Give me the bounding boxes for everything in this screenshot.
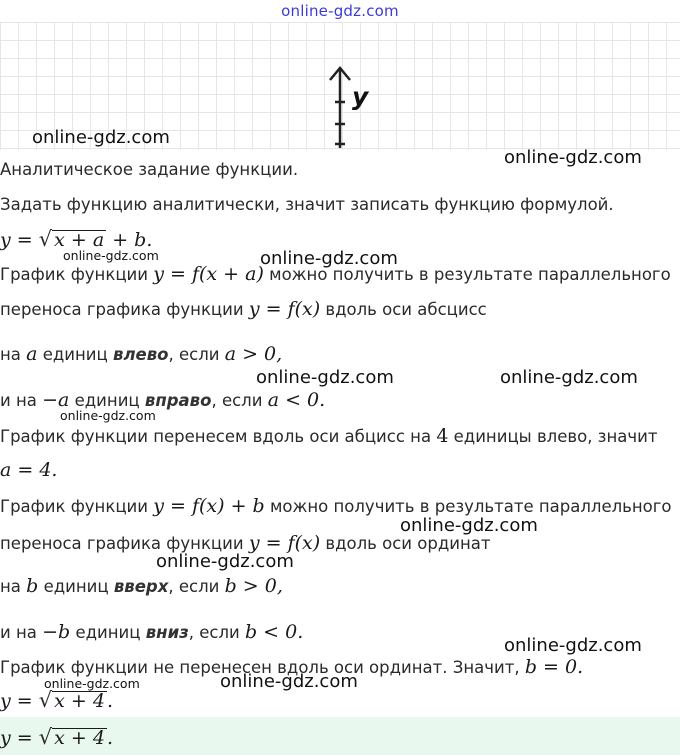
watermark: online-gdz.com bbox=[63, 248, 159, 263]
sqrt-sign: √ bbox=[38, 227, 53, 251]
watermark: online-gdz.com bbox=[400, 515, 538, 536]
text-line: и на −b единиц вниз, если b < 0. bbox=[0, 621, 304, 643]
watermark: online-gdz.com bbox=[256, 367, 394, 388]
watermark: online-gdz.com bbox=[504, 147, 642, 168]
watermark: online-gdz.com bbox=[32, 127, 170, 148]
watermark: online-gdz.com bbox=[504, 635, 642, 656]
watermark: online-gdz.com bbox=[60, 408, 156, 423]
formula-substituted: y = √ x + 4 . bbox=[0, 688, 113, 712]
text-line: переноса графика функции y = f(x) вдоль оси абсцисс bbox=[0, 298, 487, 320]
text-line: Задать функцию аналитически, значит записать функцию формулой. bbox=[0, 195, 614, 214]
formula-general: y = √ x + a + b. bbox=[0, 227, 153, 251]
watermark: online-gdz.com bbox=[220, 671, 358, 692]
watermark: online-gdz.com bbox=[44, 676, 140, 691]
watermark: online-gdz.com bbox=[156, 551, 294, 572]
y-axis-label: y bbox=[352, 82, 369, 111]
answer-formula: y = √ x + 4 . bbox=[0, 725, 113, 749]
text-line: и на −a единиц вправо, если a < 0. bbox=[0, 389, 326, 411]
formula-a-value: a = 4. bbox=[0, 459, 58, 481]
sqrt-sign: √ bbox=[38, 688, 53, 712]
text-line: График функции не перенесен вдоль оси ординат. Значит, b = 0. bbox=[0, 656, 584, 678]
sqrt-sign: √ bbox=[38, 725, 53, 749]
text-line: График функции y = f(x + a) можно получить в результате параллельного bbox=[0, 263, 671, 285]
text-heading: Аналитическое задание функции. bbox=[0, 160, 299, 179]
text-line: на a единиц влево, если a > 0, bbox=[0, 343, 283, 365]
text-line: на b единиц вверх, если b > 0, bbox=[0, 575, 283, 597]
watermark: online-gdz.com bbox=[260, 248, 398, 269]
text-line: переноса графика функции y = f(x) вдоль оси ординат bbox=[0, 532, 491, 554]
text-line: График функции перенесем вдоль оси абцисс на 4 единицы влево, значит bbox=[0, 425, 658, 447]
watermark: online-gdz.com bbox=[500, 367, 638, 388]
y-axis bbox=[326, 62, 376, 152]
text-line: График функции y = f(x) + b можно получить в результате параллельного bbox=[0, 495, 672, 517]
site-header-link[interactable]: online-gdz.com bbox=[281, 2, 399, 20]
